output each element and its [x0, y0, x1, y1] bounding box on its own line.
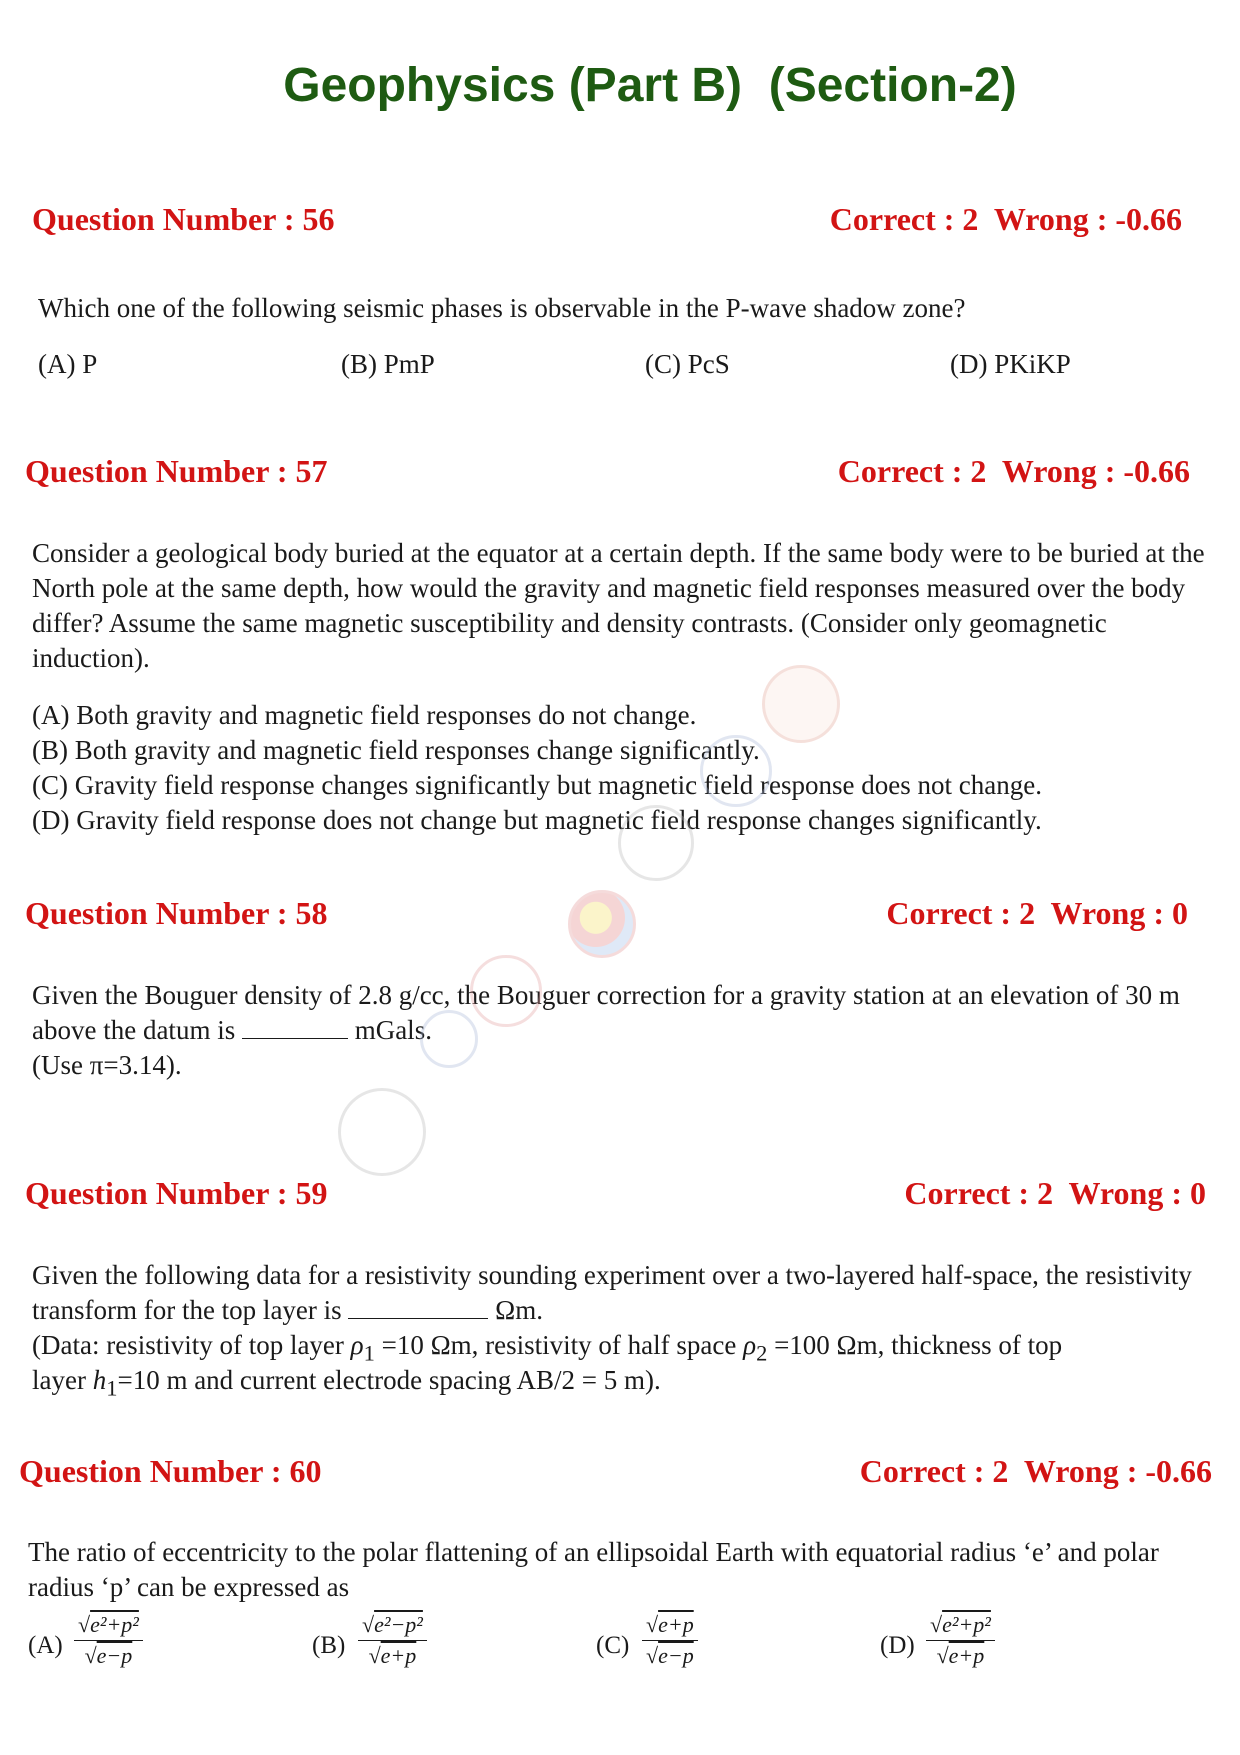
- question-stem-60: The ratio of eccentricity to the polar flattening of an ellipsoidal Earth with equatorial radius ‘e’ and polar radius ‘p’ can be expressed as: [28, 1537, 1159, 1602]
- radicand: e+p: [658, 1612, 694, 1637]
- question-header-56: [32, 201, 1182, 241]
- option-letter: (A): [28, 1632, 63, 1659]
- radicand: e²−p²: [374, 1612, 423, 1637]
- data-text: =10 Ωm, resistivity of half space: [374, 1330, 744, 1360]
- radicand: e−p: [658, 1643, 694, 1668]
- fraction: [926, 1612, 995, 1669]
- stem-text: Given the following data for a resistivity sounding experiment over a two-layered half-space, the resistivity transform for the top layer is: [32, 1260, 1192, 1325]
- watermark-seal-icon: [470, 955, 542, 1027]
- data-text: =10 m and current electrode spacing AB/2 = 5 m).: [117, 1365, 661, 1395]
- data-text: =100 Ωm, thickness of top: [767, 1330, 1063, 1360]
- watermark-seal-icon: [568, 890, 636, 958]
- radicand: e+p: [380, 1643, 417, 1668]
- option-a: (A) P: [38, 349, 98, 379]
- subscript: 2: [756, 1340, 768, 1366]
- watermark-seal-icon: [420, 1010, 478, 1068]
- numerator: √e²+p²: [74, 1612, 143, 1641]
- numerator: √e+p: [642, 1612, 698, 1641]
- question-data-59-line2: [32, 1363, 661, 1405]
- option-b: (B) PmP: [341, 349, 435, 379]
- question-number: Question Number : 59: [25, 1175, 328, 1211]
- denominator: √e+p: [936, 1643, 985, 1668]
- stem-text: Given the Bouguer density of 2.8 g/cc, the Bouguer correction for a gravity station at an elevation of 30 m above the datum is: [32, 980, 1180, 1045]
- page-title: Geophysics (Part B) (Section-2): [283, 59, 1017, 112]
- options-56: [38, 349, 1218, 389]
- question-stem-59: [32, 1258, 1222, 1328]
- radicand: e²+p²: [942, 1612, 991, 1637]
- fraction: [642, 1612, 698, 1669]
- watermark-seal-icon: [762, 665, 840, 743]
- subscript: 1: [106, 1375, 118, 1401]
- data-text: (Data: resistivity of top layer: [32, 1330, 351, 1360]
- question-stem-56: Which one of the following seismic phases is observable in the P-wave shadow zone?: [38, 293, 966, 323]
- numerator: √e²−p²: [358, 1612, 427, 1641]
- option-c: (C) Gravity field response changes significantly but magnetic field response does not change.: [32, 770, 1042, 800]
- question-note-58: (Use π=3.14).: [32, 1050, 182, 1080]
- subscript: 1: [363, 1340, 375, 1366]
- stem-unit: mGals.: [354, 1015, 432, 1045]
- question-number: Question Number : 60: [19, 1453, 322, 1489]
- question-number: Question Number : 57: [25, 453, 328, 489]
- radicand: e+p: [948, 1643, 985, 1668]
- question-marks: Correct : 2 Wrong : -0.66: [859, 1453, 1212, 1489]
- option-c: (C) PcS: [645, 349, 730, 379]
- stem-unit: Ωm.: [495, 1295, 543, 1325]
- question-number: Question Number : 56: [32, 201, 335, 237]
- option-letter: (B): [312, 1632, 346, 1659]
- denominator: √e−p: [84, 1643, 133, 1668]
- option-d: (D) PKiKP: [950, 349, 1071, 379]
- question-stem-58: [32, 978, 1227, 1048]
- option-d: (D) Gravity field response does not change but magnetic field response changes significantly.: [32, 805, 1042, 835]
- option-letter: (D): [880, 1632, 915, 1659]
- denominator: √e+p: [368, 1643, 417, 1668]
- radicand: e−p: [96, 1643, 133, 1668]
- rho-symbol: ρ: [350, 1330, 364, 1360]
- watermark-seal-icon: [700, 735, 772, 807]
- rho-symbol: ρ: [743, 1330, 757, 1360]
- numerator: √e²+p²: [926, 1612, 995, 1641]
- h-symbol: h: [92, 1365, 107, 1395]
- data-text: layer: [32, 1365, 93, 1395]
- option-a: (A) Both gravity and magnetic field responses do not change.: [32, 700, 697, 730]
- question-marks: Correct : 2 Wrong : -0.66: [829, 201, 1182, 237]
- question-marks: Correct : 2 Wrong : 0: [904, 1175, 1206, 1211]
- option-b: (B) Both gravity and magnetic field responses change significantly.: [32, 735, 760, 765]
- watermark-seal-icon: [338, 1088, 426, 1176]
- option-letter: (C): [596, 1632, 630, 1659]
- radicand: e²+p²: [90, 1612, 139, 1637]
- answer-blank: [242, 1016, 348, 1039]
- answer-blank: [348, 1296, 488, 1319]
- question-stem-57: Consider a geological body buried at the equator at a certain depth. If the same body were to be buried at the North pole at the same depth, how would the gravity and magnetic field responses measured over the body differ? Assume the same magnetic susceptibility and density contrasts. (Consider only geomagnetic induction).: [32, 538, 1205, 673]
- fraction: [74, 1612, 143, 1669]
- question-marks: Correct : 2 Wrong : 0: [886, 895, 1188, 931]
- fraction: [358, 1612, 427, 1669]
- denominator: √e−p: [646, 1643, 694, 1668]
- question-header-57: [25, 453, 1190, 493]
- question-header-60: [19, 1453, 1212, 1493]
- question-marks: Correct : 2 Wrong : -0.66: [837, 453, 1190, 489]
- watermark-seal-icon: [618, 805, 694, 881]
- question-header-59: [25, 1175, 1206, 1215]
- question-number: Question Number : 58: [25, 895, 328, 931]
